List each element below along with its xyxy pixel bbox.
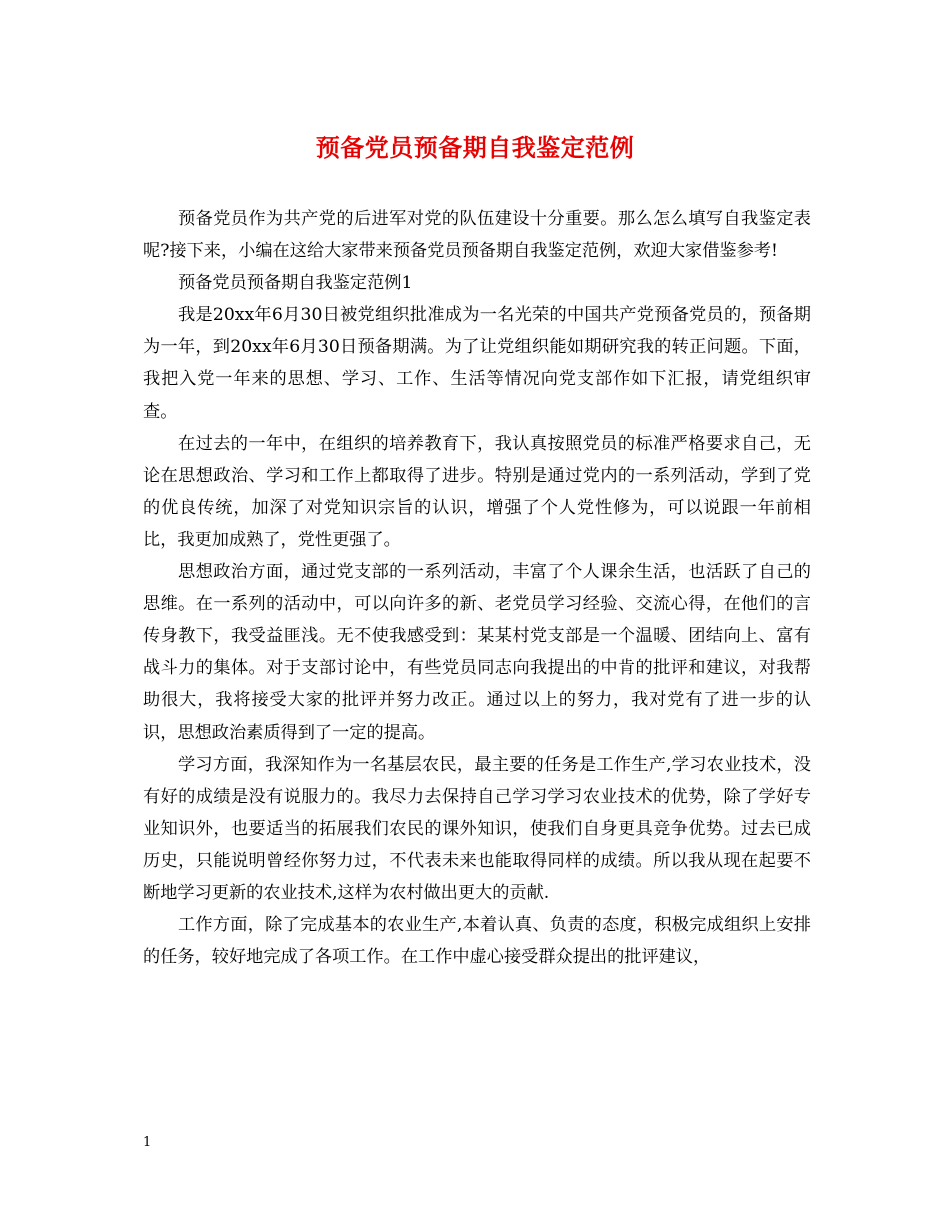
- document-title: 预备党员预备期自我鉴定范例: [315, 133, 635, 162]
- paragraph-probation-period: 我是20xx年6月30日被党组织批准成为一名光荣的中国共产党预备党员的，预备期为一年，到20xx年6月30日预备期满。为了让党组织能如期研究我的转正问题。下面，我把入党一年来的思想、学习、工作、生活等情况向党支部作如下汇报，请党组织审查。: [143, 305, 811, 422]
- document-body: [143, 203, 811, 973]
- paragraph-example-heading: 预备党员预备期自我鉴定范例1: [178, 273, 413, 294]
- paragraph-political-thought: 思想政治方面，通过党支部的一系列活动，丰富了个人课余生活，也活跃了自己的思维。在一系列的活动中，可以向许多的新、老党员学习经验、交流心得，在他们的言传身教下，我受益匪浅。无不使我感受到：某某村党支部是一个温暖、团结向上、富有战斗力的集体。对于支部讨论中，有些党员同志向我提出的中肯的批评和建议，对我帮助很大，我将接受大家的批评并努力改正。通过以上的努力，我对党有了进一步的认识，思想政治素质得到了一定的提高。: [143, 562, 811, 743]
- paragraph-past-year: 在过去的一年中，在组织的培养教育下，我认真按照党员的标准严格要求自己，无论在思想政治、学习和工作上都取得了进步。特别是通过党内的一系列活动，学到了党的优良传统，加深了对党知识宗旨的认识，增强了个人党性修为，可以说跟一年前相比，我更加成熟了，党性更强了。: [143, 433, 811, 550]
- page-number: 1: [143, 1135, 152, 1150]
- paragraph-intro: 预备党员作为共产党的后进军对党的队伍建设十分重要。那么怎么填写自我鉴定表呢?接下来，小编在这给大家带来预备党员预备期自我鉴定范例，欢迎大家借鉴参考!: [143, 209, 811, 262]
- paragraph-study: 学习方面，我深知作为一名基层农民，最主要的任务是工作生产,学习农业技术，没有好的成绩是没有说服力的。我尽力去保持自己学习学习农业技术的优势，除了学好专业知识外，也要适当的拓展我们农民的课外知识，使我们自身更具竞争优势。过去已成历史，只能说明曾经你努力过，不代表未来也能取得同样的成绩。所以我从现在起要不断地学习更新的农业技术,这样为农村做出更大的贡献.: [143, 754, 811, 903]
- paragraph-work: 工作方面，除了完成基本的农业生产,本着认真、负责的态度，积极完成组织上安排的任务，较好地完成了各项工作。在工作中虚心接受群众提出的批评建议，: [143, 915, 811, 968]
